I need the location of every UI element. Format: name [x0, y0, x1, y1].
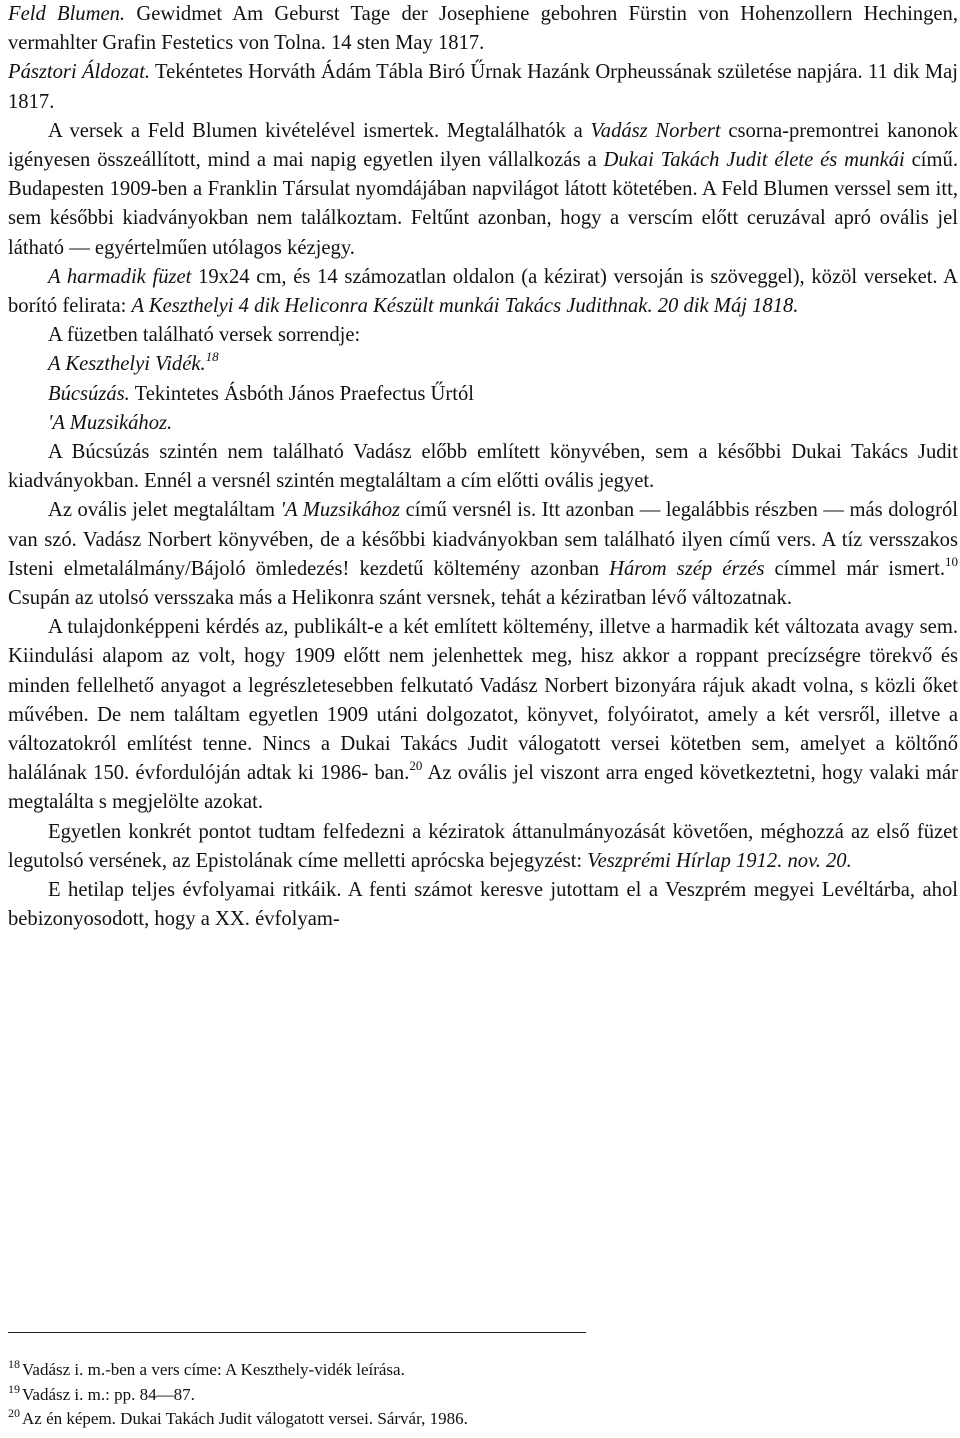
text: E hetilap teljes évfolyamai ritkáik. A fenti számot keresve jutottam el a Veszprém megyei Levéltárba, ahol bebizonyosodott, hogy a XX. évfolyam- — [8, 879, 958, 931]
poem-title: A Keszthelyi Vidék. — [48, 353, 206, 376]
poem-title: Három szép érzés — [609, 557, 765, 580]
footnote-number: 18 — [8, 1357, 20, 1371]
main-text — [8, 0, 958, 935]
footnote-separator — [8, 1332, 586, 1333]
paragraph-hetilap — [8, 876, 958, 934]
text: címmel már ismert. — [764, 557, 945, 580]
paragraph-versek — [8, 117, 958, 263]
paragraph-harmadik-fuzet — [8, 263, 958, 321]
text: A Búcsúzás szintén nem található Vadász előbb említett könyvében, sem a későbbi Dukai Takács Judit kiadványokban. Ennél a versnél szintén megtaláltam a cím előtti ovális jegyet. — [8, 441, 958, 493]
list-item — [8, 350, 958, 379]
footnote-ref: 10 — [944, 553, 958, 569]
footnote-text: Vadász i. m.: pp. 84—87. — [22, 1384, 195, 1404]
poem-title: 'A Muzsikához — [280, 499, 401, 522]
dedication-text: Tekéntetes Horváth Ádám Tábla Biró Űrnak Hazánk Orpheussának születése napjára. 11 dik Maj 1817. — [8, 61, 958, 113]
footnote-text: Az én képem. Dukai Takách Judit válogatott versei. Sárvár, 1986. — [22, 1409, 468, 1428]
text: című versnél is. Itt azonban — legalábbis részben — más dologról van szó. Vadász Norbert könyvében, de a későbbi kiadványokban sem található ilyen című vers. A tíz versszakos Isteni elmetalálmány/Bájoló ömledezés! kezdetű költemény azonban — [8, 499, 958, 580]
text: A füzetben található versek sorrendje: — [48, 324, 361, 347]
footnote-text: Vadász i. m.-ben a vers címe: A Keszthely-vidék leírása. — [22, 1360, 405, 1379]
book-title: Dukai Takách Judit élete és munkái — [603, 149, 905, 172]
text: A tulajdonképpeni kérdés az, publikált-e a két említett költemény, illetve a harmadik két változata avagy sem. Kiindulási alapom az volt, hogy 1909 előtt nem jelenhettek meg, hisz akkor a roppant precízségre törekvő és minden fellelhető anyagot a legrészletesebben felkutató Vadász Norbert bizonyára rájuk akadt volna, s közli őket művében. De nem találtam egyetlen 1909 utáni dolgozatot, könyvet, folyóiratot, amely a két versről, illetve a változatokról említést tenne. Nincs a Dukai Takács Judit válogatott versei kötetben sem, amelyet a költőnő halálának 150. évfordulóján adtak ki 1986- ban. — [8, 616, 958, 785]
poem-title: Feld Blumen. — [8, 3, 126, 25]
dedication-text: Gewidmet Am Geburst Tage der Josephiene gebohren Fürstin von Hohenzollern Hechingen, vermahlter Grafin Festetics von Tolna. 14 sten May 1817. — [8, 3, 958, 55]
footnote — [8, 1358, 468, 1383]
text: Az ovális jelet megtaláltam — [48, 499, 281, 522]
footnote — [8, 1383, 468, 1408]
text: Csupán az utolsó versszaka más a Helikonra szánt versnek, tehát a kéziratban lévő változatnak. — [8, 587, 792, 610]
text: Egyetlen konkrét pontot tudtam felfedezni a kéziratok áttanulmányozását követően, méghozzá az első füzet legutolsó versének, az Epistolának címe melletti aprócska bejegyzést: — [8, 820, 958, 872]
text: Az ovális jel viszont arra enged következtetni, hogy valaki már megtalálta s megjelölte azokat. — [8, 762, 958, 814]
text: Tekintetes Ásbóth János Praefectus Űrtól — [129, 382, 475, 405]
footnote-ref: 20 — [409, 758, 423, 774]
text: A versek a Feld Blumen kivételével ismertek. Megtalálhatók a — [48, 119, 591, 142]
paragraph-egyetlen-pont — [8, 818, 958, 876]
paragraph-bucsuzas — [8, 438, 958, 496]
text: 19x24 cm, és 14 számozatlan oldalon (a kézirat) versoján is szöveggel), közöl verseket. A borító felirata: — [8, 265, 958, 318]
poem-title: Búcsúzás. — [48, 382, 130, 405]
text: című. Budapesten 1909-ben a Franklin Társulat nyomdájában napvilágot látott kötetében. A Feld Blumen verssel sem itt, sem későbbi kiadványokban nem találkoztam. Feltűnt azonban, hogy a verscím előtt ceruzával apró ovális jel látható — egyértelműen utólagos kézjegy. — [8, 149, 958, 259]
cover-inscription: A Keszthelyi 4 dik Heliconra Készült munkái Takács Judithnak. 20 dik Máj 1818. — [131, 295, 799, 318]
newspaper-reference: Veszprémi Hírlap 1912. nov. 20. — [587, 849, 852, 872]
author-name: Vadász Norbert — [590, 119, 721, 142]
footnote — [8, 1407, 468, 1432]
footnote-ref: 18 — [205, 349, 219, 365]
text: csorna-premontrei kanonok igényesen összeállított, mind a mai napig egyetlen ilyen vállalkozás a — [8, 119, 958, 172]
paragraph-ovalis-jel — [8, 496, 958, 613]
poem-title: 'A Muzsikához. — [48, 411, 173, 434]
list-item — [8, 380, 958, 409]
emphasis: A harmadik füzet — [48, 265, 192, 288]
paragraph-kerdes — [8, 613, 958, 817]
list-item — [8, 409, 958, 438]
footnote-number: 20 — [8, 1406, 20, 1420]
paragraph-pasztori-aldozat — [8, 58, 958, 116]
poem-title: Pásztori Áldozat. — [8, 61, 151, 84]
paragraph-sorrend — [8, 321, 958, 350]
paragraph-feld-blumen — [8, 0, 958, 58]
footnote-number: 19 — [8, 1381, 20, 1396]
footnotes — [8, 1358, 468, 1432]
document-page — [8, 0, 958, 1428]
